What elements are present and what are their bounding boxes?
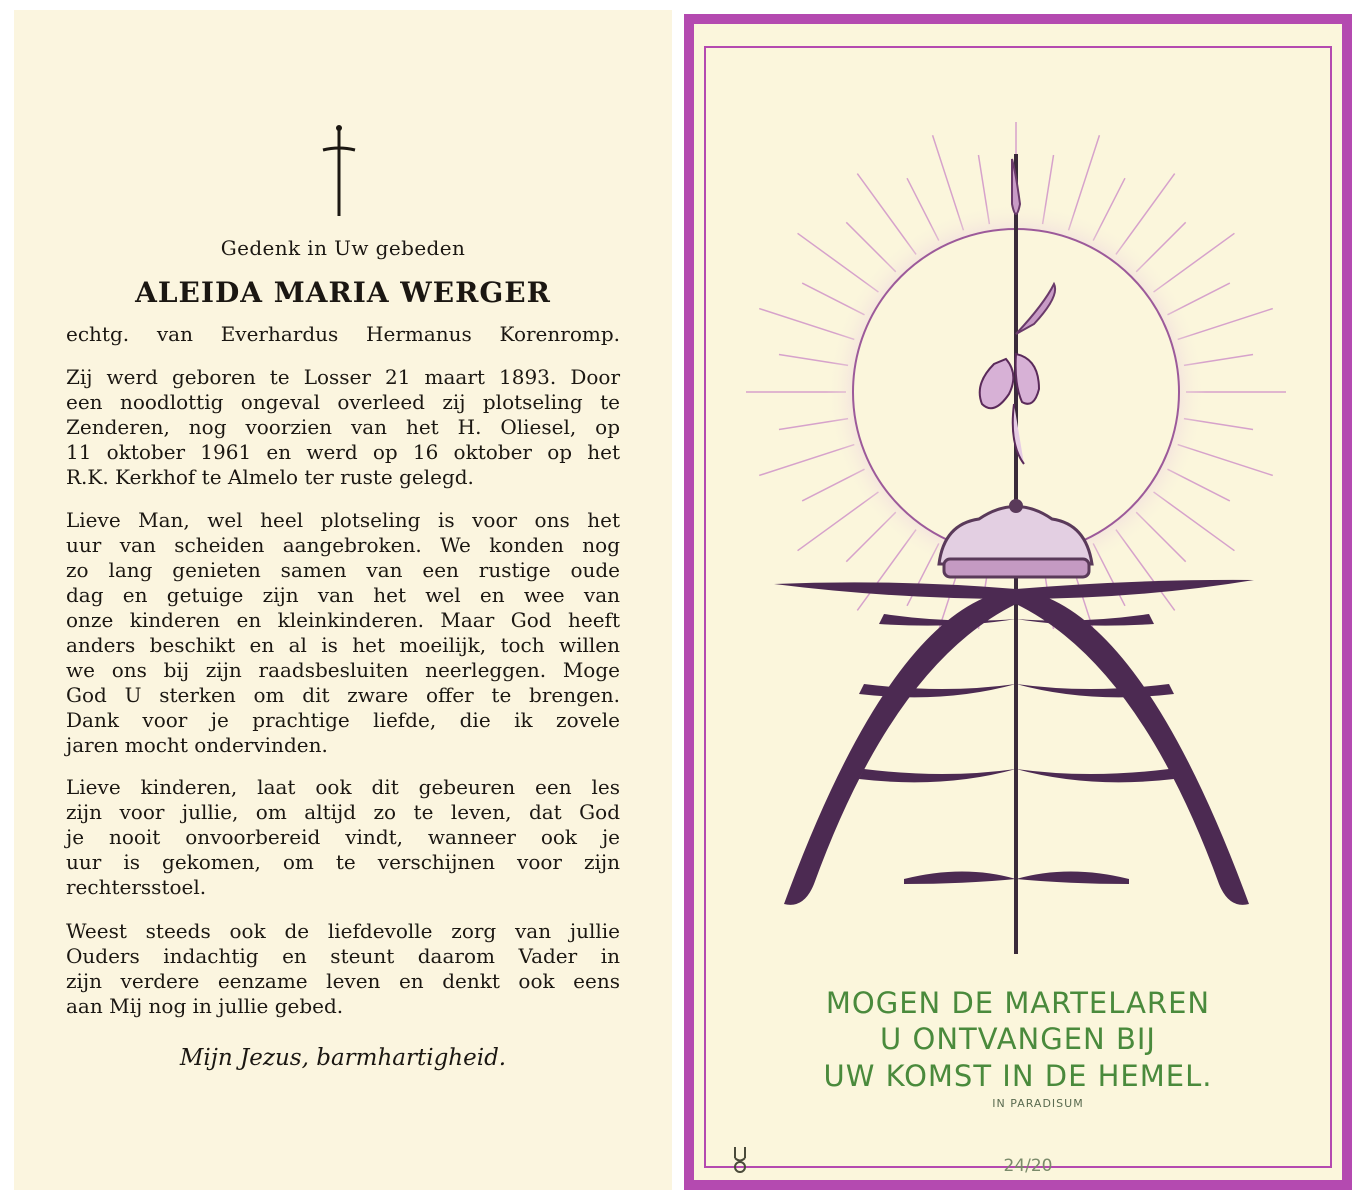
text-line: Lieve Man, wel heel plotseling is voor ons het	[66, 508, 620, 532]
verse-line: MOGEN DE MARTELAREN	[825, 986, 1211, 1020]
lily-crown-palm-illustration	[694, 24, 1342, 1024]
text-line: dag en getuige zijn van het wel en wee van	[66, 583, 620, 607]
text-line: zijn verdere eenzame leven en denkt ook eens	[66, 969, 620, 993]
verse-line: U ONTVANGEN BIJ	[880, 1022, 1156, 1056]
text-line: onze kinderen en kleinkinderen. Maar God heeft	[66, 608, 620, 632]
text-line: Zij werd geboren te Losser 21 maart 1893. Door	[66, 365, 620, 389]
text-line: rechtersstoel.	[66, 875, 207, 899]
text-line: Weest steeds ook de liefdevolle zorg van jullie	[66, 919, 620, 943]
text-line: Dank voor je prachtige liefde, die ik zovele	[66, 708, 620, 732]
text-line: zijn voor jullie, om altijd zo te leven, dat God	[66, 800, 620, 824]
text-line: Lieve kinderen, laat ook dit gebeuren een les	[66, 775, 620, 799]
text-line: we ons bij zijn raadsbesluiten neerleggen. Moge	[66, 658, 620, 682]
memorial-image-card	[684, 14, 1352, 1190]
memorial-text-card	[14, 10, 672, 1190]
text-line: je nooit onvoorbereid vindt, wanneer ook je	[66, 825, 620, 849]
text-line: aan Mij nog in jullie gebed.	[66, 994, 344, 1018]
text-line: Ouders indachtig en steunt daarom Vader in	[66, 944, 620, 968]
paragraph-care	[66, 919, 620, 1019]
cross-icon	[319, 120, 359, 220]
paragraph-biography	[66, 365, 620, 490]
text-line: R.K. Kerkhof te Almelo ter ruste gelegd.	[66, 465, 474, 489]
text-line: anders beschikt en al is het moeilijk, toch willen	[66, 633, 620, 657]
text-line: 11 oktober 1961 en werd op 16 oktober op het	[66, 440, 620, 464]
paragraph-to-husband	[66, 508, 620, 758]
closing-prayer: Mijn Jezus, barmhartigheid.	[179, 1045, 507, 1071]
text-line: Zenderen, nog voorzien van het H. Oliesel, op	[66, 415, 620, 439]
prayer-request: Gedenk in Uw gebeden	[220, 236, 466, 260]
card-paper	[694, 24, 1342, 1180]
verse-line: UW KOMST IN DE HEMEL.	[823, 1059, 1213, 1093]
verse-source: IN PARADISUM	[992, 1097, 1084, 1110]
spouse-line: echtg. van Everhardus Hermanus Korenromp.	[66, 322, 620, 346]
text-line: uur van scheiden aangebroken. We konden nog	[66, 533, 620, 557]
text-line: zo lang genieten samen van een rustige oude	[66, 558, 620, 582]
text-line: God U sterken om dit zware offer te brengen.	[66, 683, 620, 707]
paragraph-to-children	[66, 775, 620, 900]
text-line: uur is gekomen, om te verschijnen voor zijn	[66, 850, 620, 874]
catalog-number: 24/20	[1003, 1156, 1053, 1176]
text-line: een noodlottig ongeval overleed zij plotseling te	[66, 390, 620, 414]
deceased-name: ALEIDA MARIA WERGER	[135, 276, 551, 309]
text-line: jaren mocht ondervinden.	[66, 733, 328, 757]
